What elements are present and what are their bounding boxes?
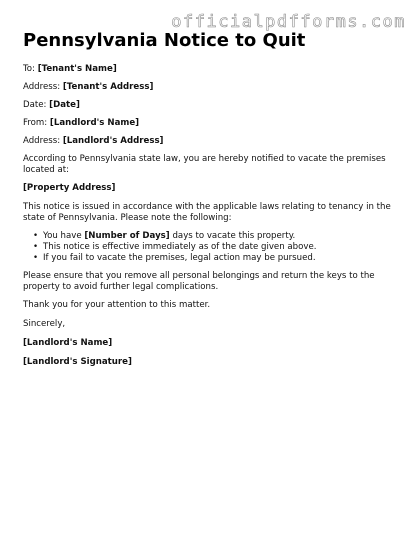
- list-item: [33, 231, 403, 242]
- landlord-address-field: [Landlord's Address]: [62, 136, 164, 146]
- date-field: [Date]: [49, 100, 80, 110]
- to-label: To:: [23, 64, 35, 74]
- landlord-address-label: Address:: [23, 136, 61, 146]
- property-address-field: [Property Address]: [23, 183, 116, 193]
- signoff-signature-field: [Landlord's Signature]: [23, 357, 132, 367]
- item1-post: days to vacate this property.: [172, 231, 296, 241]
- date-line: [23, 100, 403, 111]
- tenant-name-field: [Tenant's Name]: [37, 64, 117, 74]
- notice-document: [23, 30, 403, 375]
- notice-paragraph: This notice is issued in accordance with the applicable laws relating to tenancy in the state of Pennsylvania. Please note the following:: [23, 202, 391, 223]
- intro-paragraph: According to Pennsylvania state law, you are hereby notified to vacate the premises located at:: [23, 154, 386, 175]
- conditions-list: [23, 231, 403, 264]
- item1-pre: You have: [43, 231, 82, 241]
- tenant-address-field: [Tenant's Address]: [62, 82, 154, 92]
- tenant-address-line: [23, 82, 403, 93]
- watermark: officialpdfforms.com: [171, 12, 406, 32]
- list-item: • This notice is effective immediately as of the date given above.: [33, 242, 403, 253]
- from-line: [23, 118, 403, 129]
- landlord-name-field: [Landlord's Name]: [49, 118, 140, 128]
- signoff-name-field: [Landlord's Name]: [23, 338, 113, 348]
- instructions-paragraph: Please ensure that you remove all personal belongings and return the keys to the property to avoid further legal complications.: [23, 271, 375, 292]
- from-label: From:: [23, 118, 48, 128]
- landlord-address-line: [23, 136, 403, 147]
- thanks-paragraph: Thank you for your attention to this matter.: [23, 300, 211, 310]
- tenant-address-label: Address:: [23, 82, 61, 92]
- list-item: • If you fail to vacate the premises, legal action may be pursued.: [33, 253, 403, 264]
- date-label: Date:: [23, 100, 47, 110]
- document-title: Pennsylvania Notice to Quit: [23, 30, 306, 51]
- number-of-days-field: [Number of Days]: [84, 231, 170, 241]
- closing-line: Sincerely,: [23, 319, 66, 329]
- to-line: [23, 64, 403, 75]
